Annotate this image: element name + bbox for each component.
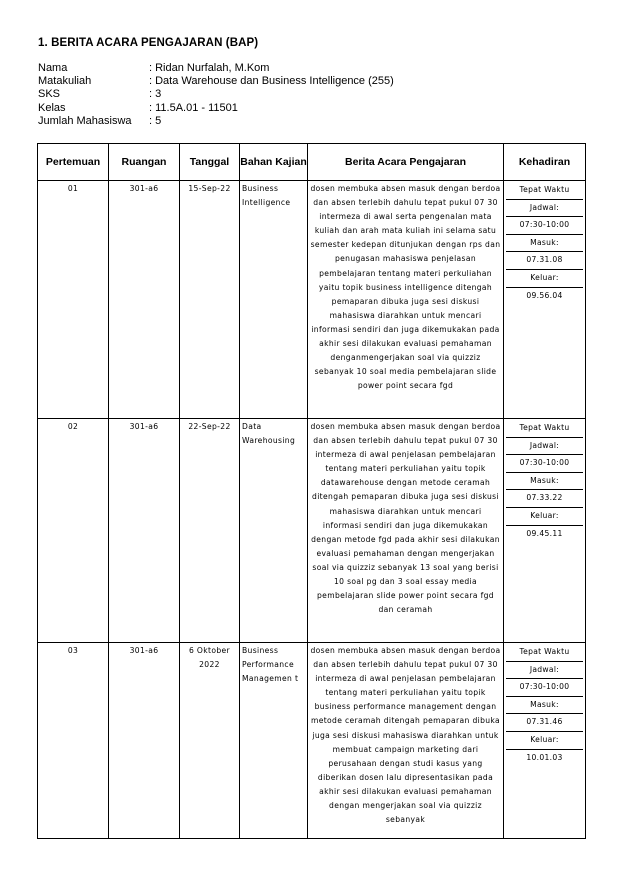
header-kehadiran: Kehadiran bbox=[504, 144, 586, 181]
kehadiran-value: 07.33.22 bbox=[506, 490, 583, 508]
cell-pertemuan: 03 bbox=[38, 643, 109, 839]
info-value: : Ridan Nurfalah, M.Kom bbox=[149, 62, 270, 74]
info-row-kelas bbox=[38, 102, 394, 115]
cell-ruangan: 301-a6 bbox=[109, 181, 180, 419]
kehadiran-label: Keluar: bbox=[506, 270, 583, 288]
info-label: Matakuliah bbox=[38, 75, 92, 88]
info-value: : 11.5A.01 - 11501 bbox=[149, 101, 238, 114]
cell-tanggal: 15-Sep-22 bbox=[180, 181, 240, 419]
table-row bbox=[38, 643, 586, 839]
cell-bahan-kajian: Data Warehousing bbox=[240, 419, 308, 643]
cell-tanggal: 22-Sep-22 bbox=[180, 419, 240, 643]
header-ruangan: Ruangan bbox=[109, 144, 180, 181]
cell-kehadiran bbox=[504, 419, 586, 643]
cell-berita-acara: dosen membuka absen masuk dengan berdoa dan absen terlebih dahulu tepat pukul 07 30 intermeza di awal serta pengenalan mata kuliah dan arah mata kuliah ini selama satu semester kedepan ditunjukan dengan rps dan penugasan mahasiswa penjelasan pembelajaran tentang materi perkuliahan yaitu topik business intelligence ditengah pemaparan dibuka juga sesi diskusi mahasiswa diarahkan untuk mencari informasi sendiri dan juga dikemukakan pada akhir sesi dilakukan evaluasi pemahaman denganmengerjakan soal via quizziz sebanyak 10 soal media pembelajaran slide power point secara fgd bbox=[308, 181, 504, 419]
kehadiran-label: Jadwal: bbox=[506, 200, 583, 218]
cell-berita-acara: dosen membuka absen masuk dengan berdoa dan absen terlebih dahulu tepat pukul 07 30 intermeza di awal penjelasan pembelajaran tentang materi perkuliahan yaitu topik datawarehouse dengan metode ceramah ditengah pemaparan dibuka juga sesi diskusi mahasiswa diarahkan untuk mencari informasi sendiri dan juga dikemukakan dengan metode fgd pada akhir sesi dilakukan evaluasi pemahaman dengan mengerjakan soal via quizziz sebanyak 13 soal yang berisi 10 soal pg dan 3 soal essay media pembelajaran slide power point secara fgd dan ceramah bbox=[308, 419, 504, 643]
kehadiran-label: Masuk: bbox=[506, 697, 583, 715]
cell-bahan-kajian: Business Intelligence bbox=[240, 181, 308, 419]
cell-tanggal: 6 Oktober 2022 bbox=[180, 643, 240, 839]
info-value: : Data Warehouse dan Business Intelligence (255) bbox=[149, 75, 394, 88]
kehadiran-label: Keluar: bbox=[506, 508, 583, 526]
info-row-sks bbox=[38, 88, 394, 101]
header-tanggal: Tanggal bbox=[180, 144, 240, 181]
kehadiran-status: Tepat Waktu bbox=[506, 644, 583, 662]
cell-pertemuan: 02 bbox=[38, 419, 109, 643]
info-label: SKS bbox=[38, 88, 61, 101]
kehadiran-label: Keluar: bbox=[506, 732, 583, 750]
cell-kehadiran bbox=[504, 181, 586, 419]
kehadiran-status: Tepat Waktu bbox=[506, 182, 583, 200]
bap-table bbox=[37, 143, 586, 839]
kehadiran-label: Jadwal: bbox=[506, 662, 583, 680]
cell-berita-acara: dosen membuka absen masuk dengan berdoa dan absen terlebih dahulu tepat pukul 07 30 intermeza di awal penjelasan pembelajaran tentang materi perkuliahan yaitu topik business performance management dengan metode ceramah ditengah pemaparan dibuka juga sesi diskusi mahasiswa diarahkan untuk membuat campaign marketing dari perusahaan dengan studi kasus yang diberikan dosen lalu dipresentasikan pada akhir sesi dilakukan evaluasi pemahaman dengan mengerjakan soal via quizziz sebanyak bbox=[308, 643, 504, 839]
section-title: 1. BERITA ACARA PENGAJARAN (BAP) bbox=[38, 37, 259, 49]
header-pertemuan: Pertemuan bbox=[38, 144, 109, 181]
info-row-jumlah bbox=[38, 115, 394, 128]
kehadiran-value: 07.31.08 bbox=[506, 252, 583, 270]
header-bahan-kajian: Bahan Kajian bbox=[240, 144, 308, 181]
table-row bbox=[38, 181, 586, 419]
info-value: : 3 bbox=[149, 88, 162, 101]
kehadiran-value: 09.45.11 bbox=[526, 528, 563, 538]
table-header-row bbox=[38, 144, 586, 181]
cell-pertemuan: 01 bbox=[38, 181, 109, 419]
kehadiran-value: 07:30-10:00 bbox=[506, 679, 583, 697]
kehadiran-value: 10.01.03 bbox=[526, 752, 563, 762]
kehadiran-value: 07:30-10:00 bbox=[506, 455, 583, 473]
kehadiran-value: 07:30-10:00 bbox=[506, 217, 583, 235]
info-row-matakuliah bbox=[38, 75, 394, 88]
course-info bbox=[38, 62, 394, 128]
info-label: Jumlah Mahasiswa bbox=[38, 114, 132, 127]
info-value: : 5 bbox=[149, 114, 162, 127]
cell-bahan-kajian: Business Performance Managemen t bbox=[240, 643, 308, 839]
info-label: Kelas bbox=[38, 101, 66, 114]
cell-kehadiran bbox=[504, 643, 586, 839]
table-row bbox=[38, 419, 586, 643]
header-berita-acara: Berita Acara Pengajaran bbox=[308, 144, 504, 181]
cell-ruangan: 301-a6 bbox=[109, 419, 180, 643]
kehadiran-label: Jadwal: bbox=[506, 438, 583, 456]
kehadiran-value: 07.31.46 bbox=[506, 714, 583, 732]
info-row-nama bbox=[38, 62, 394, 75]
kehadiran-value: 09.56.04 bbox=[526, 290, 563, 300]
kehadiran-status: Tepat Waktu bbox=[506, 420, 583, 438]
kehadiran-label: Masuk: bbox=[506, 473, 583, 491]
info-label: Nama bbox=[38, 62, 68, 74]
kehadiran-label: Masuk: bbox=[506, 235, 583, 253]
cell-ruangan: 301-a6 bbox=[109, 643, 180, 839]
